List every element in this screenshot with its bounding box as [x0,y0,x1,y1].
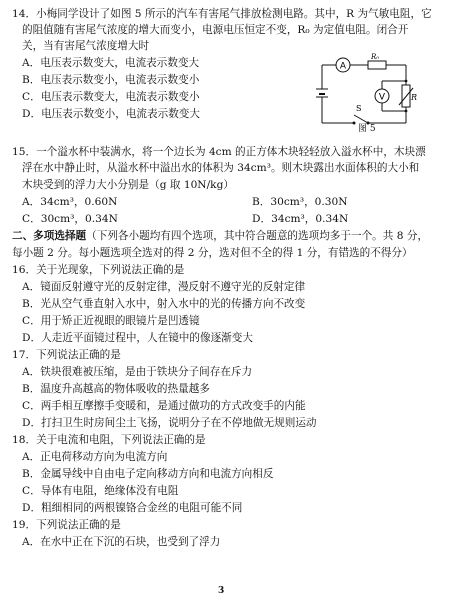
q14-option-c: C．电压表示数变大，电流表示数变小 [22,91,200,103]
voltmeter-label: V [378,92,386,103]
q14-line-3: 关，当有害尾气浓度增大时 [22,40,150,52]
q14-option-d: D．电压表示数变小，电流表示数变大 [22,108,200,120]
q15-line-1: 15．一个溢水杯中装满水，将一个边长为 4cm 的正方体木块轻轻放入溢水杯中，木块漂 [12,146,426,158]
q14-line-1: 14．小梅同学设计了如图 5 所示的汽车有害尾气排放检测电路。其中，R 为气敏电阻，它 [12,8,432,20]
section-2-line-1 [12,230,440,243]
q17-option-d: D．打扫卫生时房间尘土飞扬，说明分子在不停地做无规则运动 [22,417,317,429]
q18-stem: 18．关于电流和电阻，下列说法正确的是 [12,434,206,446]
q14-line-2: 的阻值随有害尾气浓度的增大而变小，电源电压恒定不变，R₀ 为定值电阻。闭合开 [22,24,409,36]
q17-option-a: A．铁块很难被压缩，是由于铁块分子间存在斥力 [22,366,253,378]
q15-option-a: A．34cm³，0.60N [22,196,118,208]
q19-stem: 19．下列说法正确的是 [12,519,121,531]
q15-line-3: 木块受到的浮力大小分别是（g 取 10N/kg） [22,179,234,191]
q17-option-b: B．温度升高越高的物体吸收的热量越多 [22,383,210,395]
section-2-line-2: 每小题 2 分。每小题选项全选对的得 2 分，选对但不全的得 1 分，有错选的不得分） [12,247,413,259]
q16-stem: 16．关于光现象，下列说法正确的是 [12,264,185,276]
page-number: 3 [218,586,225,596]
section-2-heading: 二、多项选择题 [12,230,87,242]
r0-label: R₀ [371,53,380,61]
switch-label: S [356,104,362,113]
ammeter-label: A [339,61,347,72]
q18-option-b: B．金属导线中自由电子定向移动方向和电流方向相反 [22,468,274,480]
q16-option-b: B．光从空气垂直射入水中，射入水中的光的传播方向不改变 [22,298,306,310]
fixed-resistor-r0 [368,61,386,69]
q17-stem: 17．下列说法正确的是 [12,349,121,361]
q19-option-a: A．在水中正在下沉的石块，也受到了浮力 [22,536,221,548]
q14-option-b: B．电压表示数变小，电流表示数变小 [22,74,200,86]
q18-option-a: A．正电荷移动方向为电流方向 [22,451,168,463]
q15-option-b: B．30cm³，0.30N [252,196,348,208]
q16-option-d: D．人走近平面镜过程中，人在镜中的像逐渐变大 [22,332,253,344]
q15-option-c: C．30cm³，0.34N [22,213,118,225]
q16-option-c: C．用于矫正近视眼的眼镜片是凹透镜 [22,315,200,327]
r-label: R [411,93,418,102]
q16-option-a: A．镜面反射遵守光的反射定律，漫反射不遵守光的反射定律 [22,281,306,293]
q14-option-a: A．电压表示数变大，电流表示数变大 [22,57,200,69]
q18-option-d: D．粗细相同的两根镍铬合金丝的电阻可能不同 [22,502,243,514]
figure-caption: 图 5 [358,124,376,134]
q15-option-d: D．34cm³，0.34N [252,213,349,225]
section-2-instructions: （下列各小题均有四个选项，其中符合题意的选项均多于一个。共 8 分， [86,230,429,242]
q18-option-c: C．导体有电阻，绝缘体没有电阻 [22,485,179,497]
q17-option-c: C．两手相互摩擦手变暖和，是通过做功的方式改变手的内能 [22,400,306,412]
q15-line-2: 浮在水中静止时，从溢水杯中溢出水的体积为 34cm³。则木块露出水面体积的大小和 [22,162,420,174]
